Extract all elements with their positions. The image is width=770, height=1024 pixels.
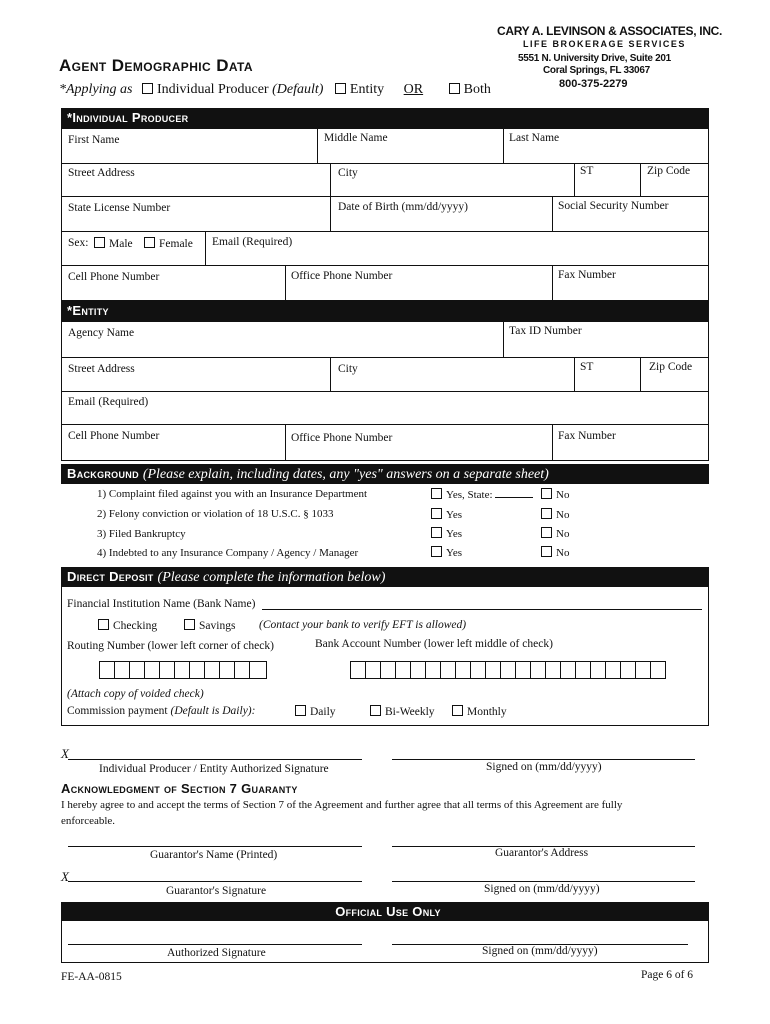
agency-row xyxy=(61,321,709,358)
official-signature-input[interactable] xyxy=(68,944,362,945)
entity-cell-field[interactable]: Cell Phone Number xyxy=(68,430,160,442)
or-label: OR xyxy=(403,82,424,97)
signature-label: Individual Producer / Entity Authorized Signature xyxy=(99,763,329,775)
question-3-yes[interactable]: Yes xyxy=(431,527,462,540)
page-number: Page 6 of 6 xyxy=(641,969,694,981)
question-2-yes[interactable]: Yes xyxy=(431,508,462,521)
fax-field[interactable]: Fax Number xyxy=(558,269,616,281)
account-label: Bank Account Number (lower left middle of check) xyxy=(315,638,553,650)
entity-state-field[interactable]: ST xyxy=(580,361,594,373)
routing-label: Routing Number (lower left corner of check) xyxy=(67,640,274,652)
company-address2: Coral Springs, FL 33067 xyxy=(543,65,650,76)
signature-x: X xyxy=(61,746,69,761)
entity-header: *Entity xyxy=(61,301,709,321)
both-checkbox[interactable]: Both xyxy=(449,82,491,97)
company-address1: 5551 N. University Drive, Suite 201 xyxy=(518,53,671,64)
guaranty-text: I hereby agree to and accept the terms of Section 7 of the Agreement and further agree that all terms of this Agreement are fully enforceable. xyxy=(61,799,623,827)
phone-row xyxy=(61,265,709,301)
page-title: Agent Demographic Data xyxy=(59,56,253,75)
commission-label: Commission payment (Default is Daily): xyxy=(67,705,256,717)
entity-phone-row xyxy=(61,424,709,461)
guarantor-address-label: Guarantor's Address xyxy=(495,847,589,859)
company-phone: 800-375-2279 xyxy=(559,78,628,90)
entity-email-row xyxy=(61,391,709,425)
attach-check-note: (Attach copy of voided check) xyxy=(67,688,204,700)
default-note: (Default) xyxy=(272,82,324,97)
question-3-no[interactable]: No xyxy=(541,527,569,540)
guarantor-date-label: Signed on (mm/dd/yyyy) xyxy=(484,883,600,895)
company-name: CARY A. LEVINSON & ASSOCIATES, INC. xyxy=(497,24,723,38)
guarantor-name-label: Guarantor's Name (Printed) xyxy=(150,849,278,861)
applying-prefix: *Applying as xyxy=(59,82,133,97)
guarantor-signature-label: Guarantor's Signature xyxy=(166,885,267,897)
guarantor-signature-input[interactable] xyxy=(68,881,362,882)
signature-date-label: Signed on (mm/dd/yyyy) xyxy=(486,761,602,773)
question-4-yes[interactable]: Yes xyxy=(431,546,462,559)
state-field[interactable]: ST xyxy=(580,165,594,177)
entity-street-field[interactable]: Street Address xyxy=(68,363,135,375)
question-2-no[interactable]: No xyxy=(541,508,569,521)
address-row xyxy=(61,163,709,197)
official-use-header: Official Use Only xyxy=(61,902,709,921)
guarantor-date-input[interactable] xyxy=(392,881,695,882)
signature-date-input[interactable] xyxy=(392,759,695,760)
sex-label: Sex: xyxy=(68,237,89,249)
license-number-field[interactable]: State License Number xyxy=(68,202,171,214)
daily-checkbox[interactable]: Daily xyxy=(295,705,336,718)
entity-fax-field[interactable]: Fax Number xyxy=(558,430,616,442)
ssn-field[interactable]: Social Security Number xyxy=(558,200,669,212)
first-name-field[interactable]: First Name xyxy=(68,134,120,146)
official-use-box xyxy=(61,921,709,963)
name-row xyxy=(61,128,709,164)
entity-office-field[interactable]: Office Phone Number xyxy=(291,432,393,444)
guarantor-name-input[interactable] xyxy=(68,846,362,847)
tax-id-field[interactable]: Tax ID Number xyxy=(509,325,582,337)
female-checkbox[interactable]: Female xyxy=(144,237,193,250)
guaranty-header: Acknowledgment of Section 7 Guaranty xyxy=(61,781,298,796)
company-tagline: LIFE BROKERAGE SERVICES xyxy=(523,39,686,49)
monthly-checkbox[interactable]: Monthly xyxy=(452,705,507,718)
background-header: Background (Please explain, including dates, any "yes" answers on a separate sheet) xyxy=(61,464,709,484)
biweekly-checkbox[interactable]: Bi-Weekly xyxy=(370,705,435,718)
savings-checkbox[interactable]: Savings xyxy=(184,619,235,632)
individual-producer-header: *Individual Producer xyxy=(61,108,709,128)
last-name-field[interactable]: Last Name xyxy=(509,132,560,144)
checking-checkbox[interactable]: Checking xyxy=(98,619,157,632)
question-1-yes[interactable]: Yes, State: xyxy=(431,488,533,501)
direct-deposit-header: Direct Deposit (Please complete the information below) xyxy=(61,567,709,587)
office-phone-field[interactable]: Office Phone Number xyxy=(291,270,393,282)
entity-email-field[interactable]: Email (Required) xyxy=(68,396,149,408)
middle-name-field[interactable]: Middle Name xyxy=(324,132,388,144)
entity-checkbox[interactable]: Entity xyxy=(335,82,384,97)
dob-field[interactable]: Date of Birth (mm/dd/yyyy) xyxy=(338,201,468,213)
city-field[interactable]: City xyxy=(338,167,358,179)
sex-email-row xyxy=(61,231,709,266)
zip-field[interactable]: Zip Code xyxy=(647,165,691,177)
form-id: FE-AA-0815 xyxy=(61,971,122,983)
bank-name-label: Financial Institution Name (Bank Name) xyxy=(67,598,256,610)
official-signature-label: Authorized Signature xyxy=(167,947,266,959)
question-4-no[interactable]: No xyxy=(541,546,569,559)
contact-bank-note: (Contact your bank to verify EFT is allowed) xyxy=(259,619,467,631)
bank-name-input[interactable] xyxy=(262,609,702,610)
signature-input[interactable] xyxy=(68,759,362,760)
entity-address-row xyxy=(61,357,709,392)
official-date-label: Signed on (mm/dd/yyyy) xyxy=(482,945,598,957)
individual-producer-checkbox[interactable]: Individual Producer xyxy=(142,82,269,97)
license-row xyxy=(61,196,709,232)
street-address-field[interactable]: Street Address xyxy=(68,167,135,179)
cell-phone-field[interactable]: Cell Phone Number xyxy=(68,271,160,283)
question-1-no[interactable]: No xyxy=(541,488,569,501)
agency-name-field[interactable]: Agency Name xyxy=(68,327,135,339)
entity-city-field[interactable]: City xyxy=(338,363,358,375)
routing-number-input[interactable] xyxy=(99,661,267,679)
entity-zip-field[interactable]: Zip Code xyxy=(649,361,693,373)
applying-as-row xyxy=(59,82,491,98)
question-2: 2) Felony conviction or violation of 18 U.S.C. § 1033 xyxy=(97,508,334,520)
male-checkbox[interactable]: Male xyxy=(94,237,133,250)
email-field[interactable]: Email (Required) xyxy=(212,236,293,248)
question-4: 4) Indebted to any Insurance Company / Agency / Manager xyxy=(97,547,359,559)
guarantor-x: X xyxy=(61,869,69,884)
account-number-input[interactable] xyxy=(350,661,666,679)
question-3: 3) Filed Bankruptcy xyxy=(97,528,186,540)
question-1: 1) Complaint filed against you with an Insurance Department xyxy=(97,488,368,500)
